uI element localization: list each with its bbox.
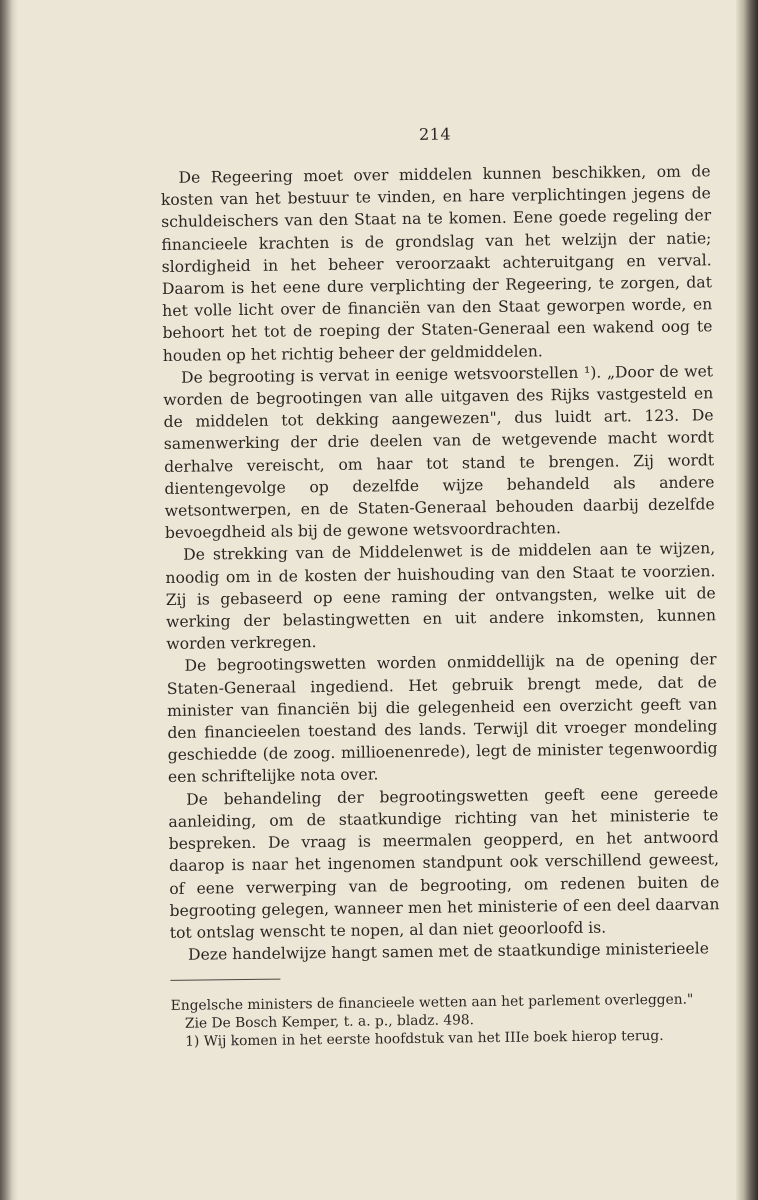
paragraph-text: Deze handelwijze hangt samen met de staatkundige ministerieele (187, 939, 709, 964)
paragraph (160, 160, 712, 367)
paragraph-text: De Regeering moet over middelen kunnen beschikken, om de kosten van het bestuur te vinden, en hare verplichtingen jegens de schuldeischers van den Staat na te komen. Eene goede regeling der financieele krachten is de grondslag van het welzijn der natie; slordigheid in het beheer veroorzaakt achteruitgang en verval. Daarom is het eene dure verplichting der Regeering, te zorgen, dat het volle licht over de financiën van den Staat geworpen worde, en behoort het tot de roeping der Staten-Generaal een wakend oog te houden op het richtig beheer der geldmiddelen. (160, 162, 713, 365)
paragraph (166, 649, 718, 789)
paragraph-text: De strekking van de Middelenwet is de middelen aan te wijzen, noodig om in de kosten der huishouding van den Staat te voorzien. Zij is gebaseerd op eene raming der ontvangsten, welke uit de werking der belastingwetten en uit andere inkomsten, kunnen worden verkregen. (165, 539, 717, 654)
text-block (160, 121, 721, 1051)
paragraph-text: De begrooting is vervat in eenige wetsvoorstellen ¹). „Door de wet worden de begrootingen van alle uitgaven des Rijks vastgesteld en de middelen tot dekking aangewezen", dus luidt art. 123. De samenwerking der drie deelen van de wetgevende macht wordt derhalve vereischt, om haar tot stand te brengen. Zij wordt dientengevolge op dezelfde wijze behandeld als andere wetsontwerpen, en de Staten-Generaal behouden daarbij dezelfde bevoegdheid als bij de gewone wetsvoordrachten. (163, 362, 715, 543)
paragraph-text: De behandeling der begrootingswetten geeft eene gereede aanleiding, om de staatkundige richting van het ministerie te bespreken. De vraag is meermalen geopperd, en het antwoord daarop is naar het ingenomen standpunt ook verschillend geweest, of eene verwerping van de begrooting, om redenen buiten de begrooting gelegen, wanneer men het ministerie of een deel daarvan tot ontslag wenscht te nopen, al dan niet geoorloofd is. (168, 783, 720, 942)
paragraph (168, 782, 720, 944)
paragraph (165, 538, 716, 656)
footnote: 1) Wij komen in het eerste hoofdstuk van het IIIe boek hierop terug. (185, 1028, 664, 1051)
page-number: 214 (418, 124, 452, 144)
footnote: Engelsche ministers de financieele wetten aan het parlement overleggen." (170, 991, 694, 1015)
page-gutter-left (0, 0, 18, 1200)
footnote-divider (170, 979, 280, 981)
paragraph-text: De begrootingswetten worden onmiddellijk na de opening der Staten-Generaal ingediend. Het gebruik brengt mede, dat de minister van financiën bij die gelegenheid een overzicht geeft van den financieelen toestand des lands. Terwijl dit vroeger mondeling geschiedde (de zoog. millioenenrede), legt de minister tegenwoordig een schriftelijke nota over. (166, 650, 718, 787)
paragraph (163, 360, 715, 544)
footnote: Zie De Bosch Kemper, t. a. p., bladz. 498. (184, 1012, 475, 1033)
page-edge-right (736, 0, 758, 1200)
